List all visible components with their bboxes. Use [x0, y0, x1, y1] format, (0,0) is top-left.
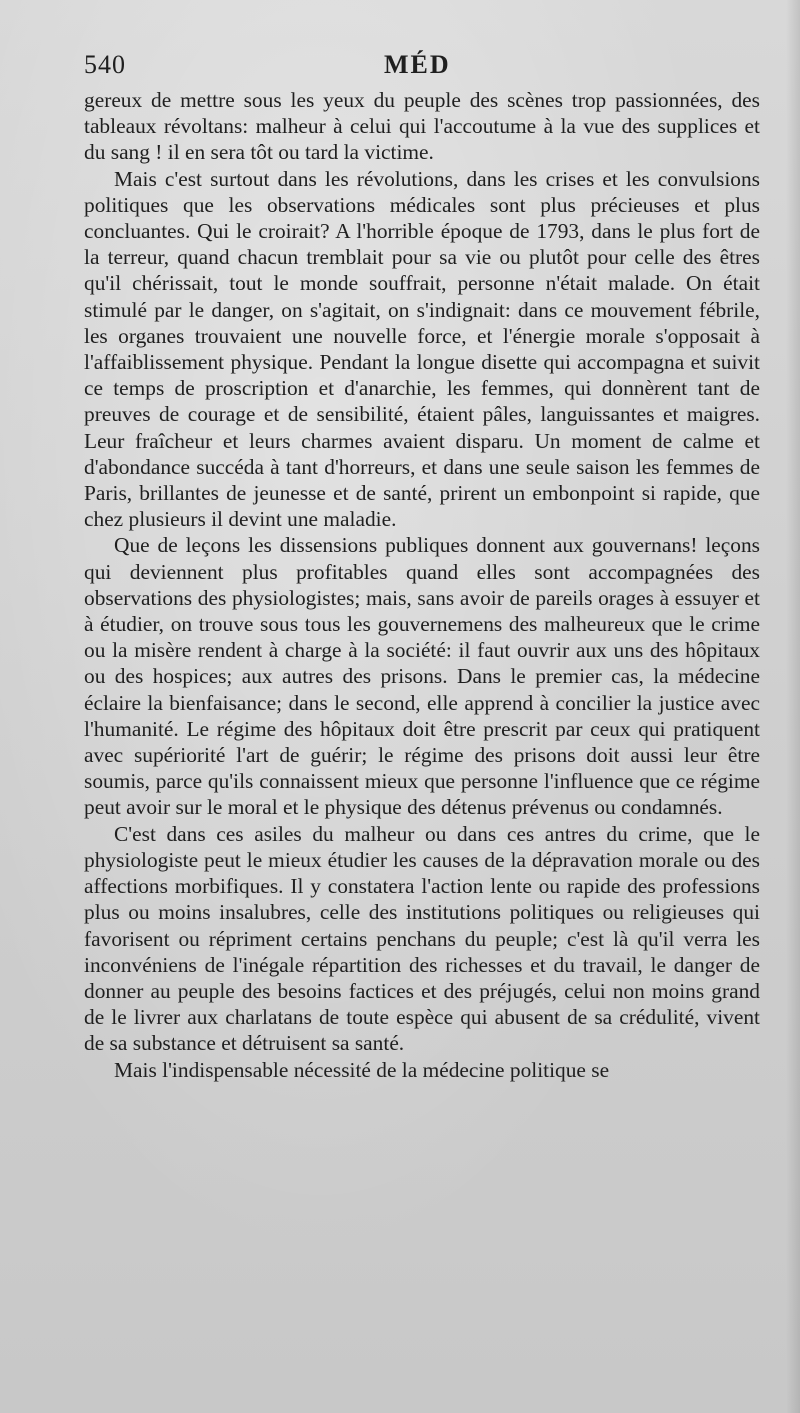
paragraph-lessons: Que de leçons les dissensions publiques donnent aux gouvernans! leçons qui deviennent plus profitables quand elles sont accompagnées des observations des physiologistes; mais, sans avoir de pareils orages à essuyer et à étudier, on trouve sous tous les gouvernemens des malheureux que le crime ou la misère rendent à charge à la société: il faut ouvrir aux uns des hôpitaux ou des hospices; aux autres des prisons. Dans le premier cas, la médecine éclaire la bienfaisance; dans le second, elle apprend à concilier la justice avec l'humanité. Le régime des hôpitaux doit être prescrit par ceux qui pratiquent avec supériorité l'art de guérir; le régime des prisons doit aussi leur être soumis, parce qu'ils connaissent mieux que personne l'influence que ce régime peut avoir sur le moral et le physique des détenus prévenus ou condamnés. — [84, 533, 760, 820]
paragraph-asylums: C'est dans ces asiles du malheur ou dans ces antres du crime, que le physiologiste peut le mieux étudier les causes de la dépravation morale ou des affections morbifiques. Il y constatera l'action lente ou rapide des professions plus ou moins insalubres, celle des institutions politiques ou religieuses qui favorisent ou répriment certains penchans du peuple; c'est là qu'il verra les inconvéniens de l'inégale répartition des richesses et du travail, le danger de donner au peuple des besoins factices et des préjugés, celui non moins grand de le livrer aux charlatans de toute espèce qui abusent de sa crédulité, vivent de sa substance et détruisent sa santé. — [84, 821, 760, 1056]
paragraph-final: Mais l'indispensable nécessité de la médecine politique se — [114, 1057, 610, 1082]
page-edge-shadow — [786, 0, 800, 1413]
paragraph-revolutions: Mais c'est surtout dans les révolutions, dans les crises et les convulsions politiques que les observations médicales sont plus précieuses et plus concluantes. Qui le croirait? A l'horrible époque de 1793, dans le plus fort de la terreur, quand chacun tremblait pour sa vie ou plutôt pour celle des êtres qu'il chérissait, tout le monde souffrait, personne n'était malade. On était stimulé par le danger, on s'agitait, on s'indignait: dans ce mouvement fébrile, les organes trouvaient une nouvelle force, et l'énergie morale s'opposait à l'affaiblissement physique. Pendant la longue disette qui accompagna et suivit ce temps de proscription et d'anarchie, les femmes, qui donnèrent tant de preuves de courage et de sensibilité, étaient pâles, languissantes et maigres. Leur fraîcheur et leurs charmes avaient disparu. Un moment de calme et d'abondance succéda à tant d'horreurs, et dans une seule saison les femmes de Paris, brillantes de jeunesse et de santé, prirent un embonpoint si rapide, que chez plusieurs il devint une maladie. — [84, 166, 760, 532]
running-head: MÉD — [384, 50, 451, 79]
page-header — [84, 50, 760, 86]
page-number: 540 — [84, 50, 126, 79]
paragraph-continuation: gereux de mettre sous les yeux du peuple des scènes trop passionnées, des tableaux révoltans: malheur à celui qui l'accoutume à la vue des supplices et du sang ! il en sera tôt ou tard la victime. — [84, 88, 760, 165]
body-text — [84, 87, 760, 1083]
